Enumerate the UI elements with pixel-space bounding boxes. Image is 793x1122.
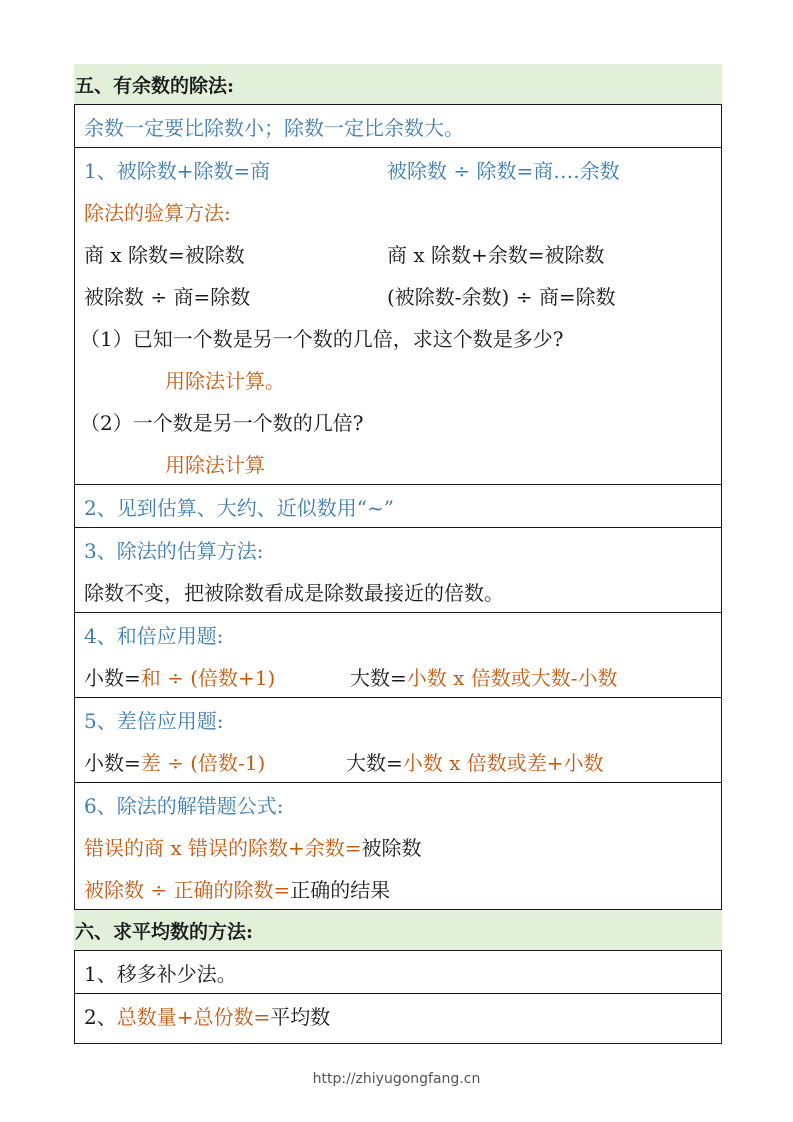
six-item2-formula: 总数量+总份数=	[116, 1004, 271, 1029]
item4-box	[74, 613, 722, 698]
six-item1: 1、移多补少法。	[84, 961, 237, 986]
check2-left: 被除数 ÷ 商=除数	[84, 284, 251, 309]
check2-right: (被除数-余数) ÷ 商=除数	[387, 284, 616, 309]
item5-big-label: 大数=	[346, 750, 403, 775]
item5-big	[346, 747, 604, 776]
item6-line2-formula: 被除数 ÷ 正确的除数=	[84, 877, 291, 902]
item5-small-formula: 差 ÷ (倍数-1)	[140, 750, 266, 775]
item2-box	[74, 485, 722, 528]
item3-title: 3、除法的估算方法:	[84, 538, 264, 563]
rule-box	[74, 104, 722, 148]
item4-title: 4、和倍应用题:	[84, 623, 224, 648]
item3-body: 除数不变，把被除数看成是除数最接近的倍数。	[84, 580, 504, 605]
question-1-answer: 用除法计算。	[165, 368, 285, 393]
item5-small-label: 小数=	[84, 750, 141, 775]
check-line-1	[75, 232, 721, 274]
item6-line1-formula: 错误的商 x 错误的除数+余数=	[84, 835, 362, 860]
check-line-2	[75, 274, 721, 316]
item6-line-2	[75, 867, 721, 909]
item4-small-label: 小数=	[84, 665, 141, 690]
item2-estimate: 2、见到估算、大约、近似数用“~”	[84, 495, 394, 520]
six-item2-box	[74, 994, 722, 1044]
six-item2	[75, 994, 721, 1036]
item4-big-formula: 小数 x 倍数或大数-小数	[406, 665, 618, 690]
item6-line-1	[75, 825, 721, 867]
footer-url: http://zhiyugongfang.cn	[312, 1071, 481, 1087]
item6-line1-result: 被除数	[361, 835, 422, 860]
item1-formula-left: 1、被除数+除数=商	[84, 158, 271, 183]
section-five-title: 五、有余数的除法:	[75, 74, 235, 97]
question-1: （1）已知一个数是另一个数的几倍，求这个数是多少?	[80, 326, 564, 351]
item4-big	[350, 662, 618, 691]
section-five-header	[74, 64, 722, 104]
question-2: （2）一个数是另一个数的几倍?	[80, 410, 364, 435]
six-item1-box	[74, 950, 722, 994]
six-item2-prefix: 2、	[84, 1004, 117, 1029]
item5-box	[74, 698, 722, 783]
item4-formulas	[75, 655, 721, 697]
remainder-rule: 余数一定要比除数小；除数一定比余数大。	[84, 115, 464, 140]
item5-formulas	[75, 740, 721, 782]
check-method-title: 除法的验算方法:	[84, 200, 231, 225]
item5-title: 5、差倍应用题:	[84, 708, 224, 733]
item5-big-formula: 小数 x 倍数或差+小数	[402, 750, 604, 775]
item1-formula-right: 被除数 ÷ 除数=商….余数	[387, 158, 620, 183]
check1-left: 商 x 除数=被除数	[84, 242, 245, 267]
six-item2-result: 平均数	[270, 1004, 331, 1029]
item1-line	[75, 148, 721, 190]
item4-big-label: 大数=	[350, 665, 407, 690]
item6-box	[74, 783, 722, 910]
formula-sheet	[74, 64, 722, 1044]
item4-small-formula: 和 ÷ (倍数+1)	[140, 665, 276, 690]
check1-right: 商 x 除数+余数=被除数	[387, 242, 605, 267]
item3-box	[74, 528, 722, 613]
item1-box	[74, 148, 722, 485]
item6-title: 6、除法的解错题公式:	[84, 793, 284, 818]
section-six-title: 六、求平均数的方法:	[75, 920, 254, 943]
question-2-answer: 用除法计算	[165, 452, 265, 477]
section-six-header	[74, 910, 722, 950]
item6-line2-result: 正确的结果	[290, 877, 391, 902]
